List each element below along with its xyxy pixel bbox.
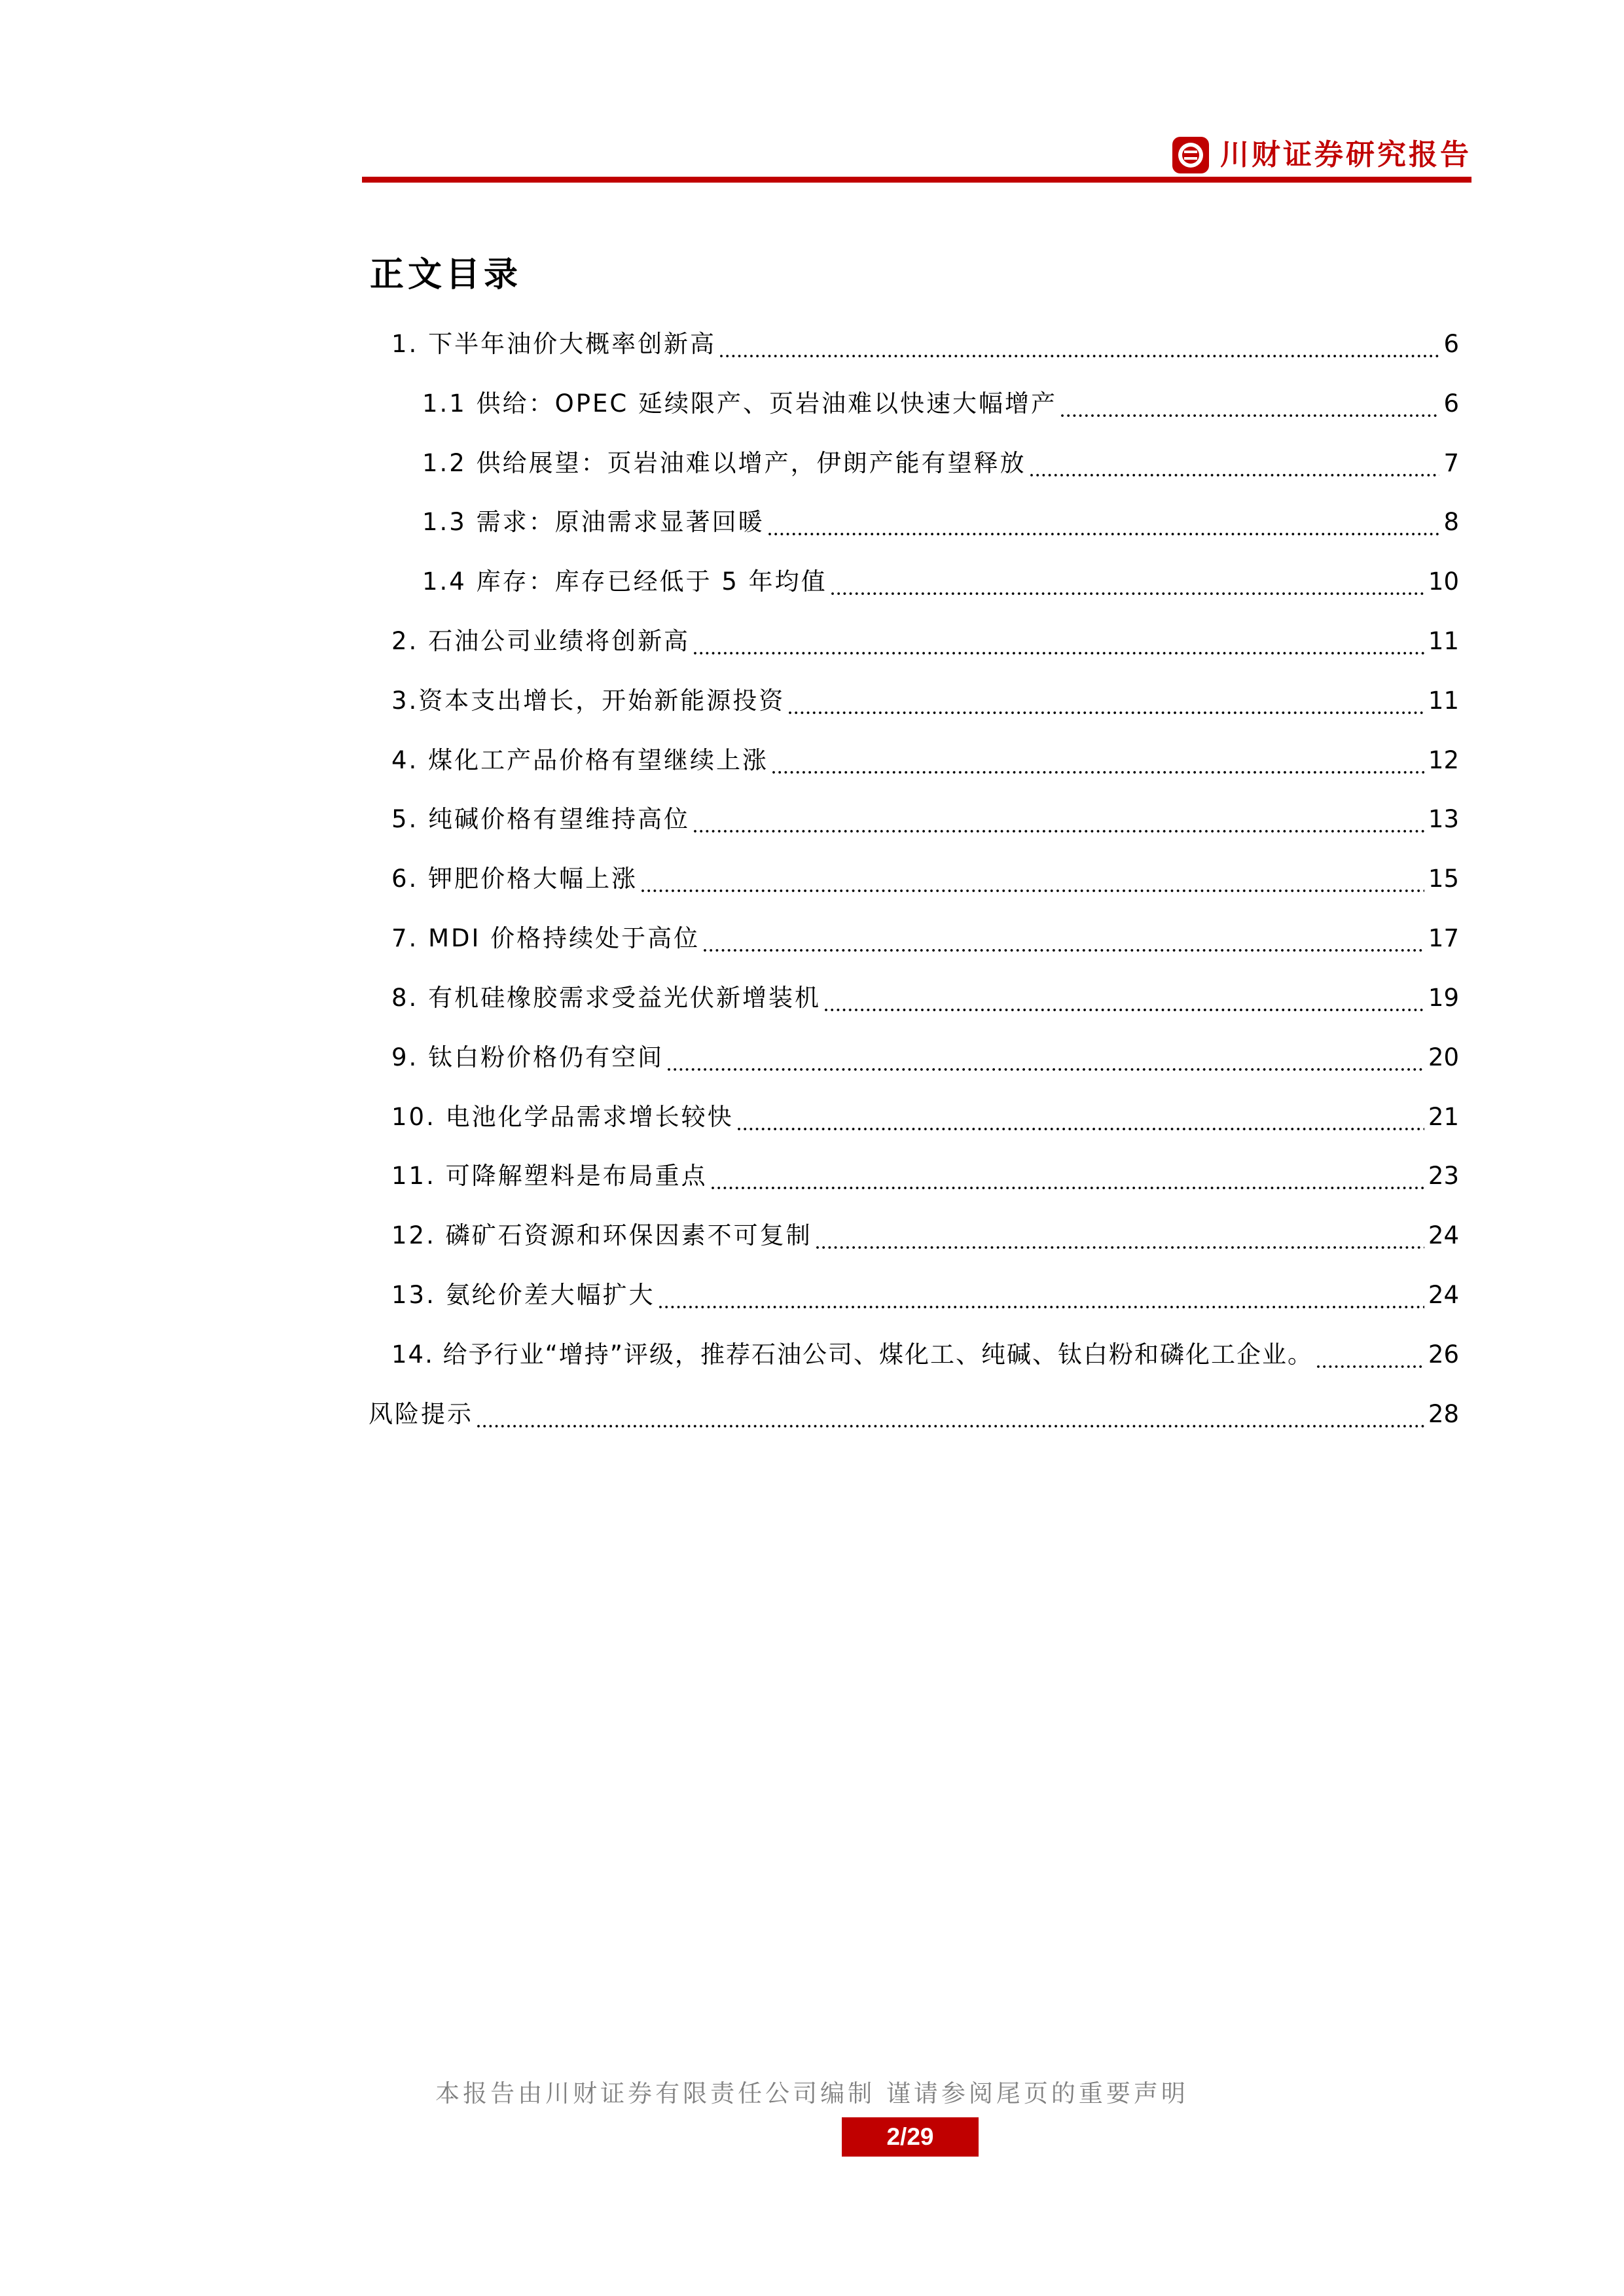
toc-entry-label: 1. 下半年油价大概率创新高	[391, 330, 717, 358]
brand-name: 川财证券研究报告	[1220, 138, 1471, 171]
toc-entry-label: 11. 可降解塑料是布局重点	[391, 1162, 708, 1190]
toc-leader-dots	[704, 919, 1424, 958]
toc-entry-page: 6	[1443, 389, 1459, 418]
toc-title: 正文目录	[370, 255, 522, 295]
header-divider	[362, 177, 1471, 183]
toc-leader-dots	[768, 503, 1440, 542]
toc-leader-dots	[789, 681, 1424, 721]
toc-leader-dots	[1030, 444, 1440, 483]
toc-entry-page: 8	[1443, 508, 1459, 536]
toc-entry[interactable]	[391, 1098, 1459, 1137]
toc-entry[interactable]	[391, 741, 1459, 780]
toc-leader-dots	[1317, 1335, 1424, 1374]
toc-entry[interactable]	[391, 919, 1459, 958]
toc-entry[interactable]	[391, 1335, 1459, 1374]
toc-leader-dots	[712, 1157, 1424, 1196]
toc-leader-dots	[694, 800, 1424, 839]
toc-entry-label: 7. MDI 价格持续处于高位	[391, 924, 700, 952]
toc-leader-dots	[668, 1038, 1424, 1077]
toc-entry[interactable]	[391, 622, 1459, 661]
toc-entry[interactable]	[391, 859, 1459, 899]
toc-entry[interactable]	[391, 325, 1459, 364]
toc-entry-page: 11	[1428, 687, 1459, 715]
toc-leader-dots	[641, 859, 1424, 899]
toc-leader-dots	[720, 325, 1439, 364]
toc-entry-page: 24	[1428, 1281, 1459, 1309]
toc-leader-dots	[694, 622, 1424, 661]
toc-entry-page: 26	[1428, 1340, 1459, 1369]
toc-entry-label: 6. 钾肥价格大幅上涨	[391, 865, 638, 893]
toc-leader-dots	[1061, 384, 1439, 423]
toc-entry[interactable]	[391, 1038, 1459, 1077]
toc-entry-label: 风险提示	[369, 1400, 473, 1428]
toc-entry-label: 8. 有机硅橡胶需求受益光伏新增装机	[391, 984, 821, 1012]
toc-entry-page: 23	[1428, 1162, 1459, 1190]
toc-leader-dots	[738, 1098, 1424, 1137]
page-number: 2/29	[842, 2117, 979, 2157]
toc-entry-label: 9. 钛白粉价格仍有空间	[391, 1043, 664, 1071]
toc-leader-dots	[831, 562, 1424, 601]
toc-entry-label: 5. 纯碱价格有望维持高位	[391, 805, 691, 833]
toc-entry-page: 19	[1428, 984, 1459, 1012]
toc-entry-page: 24	[1428, 1221, 1459, 1249]
toc-entry[interactable]	[391, 1216, 1459, 1255]
toc-entry[interactable]	[391, 978, 1459, 1018]
toc-leader-dots	[825, 978, 1424, 1018]
toc-leader-dots	[772, 741, 1424, 780]
toc-entry[interactable]	[369, 1395, 1459, 1434]
toc-entry-page: 12	[1428, 746, 1459, 774]
toc-entry-label: 14. 给予行业“增持”评级，推荐石油公司、煤化工、纯碱、钛白粉和磷化工企业。	[391, 1340, 1313, 1369]
toc-entry-page: 28	[1428, 1400, 1459, 1428]
toc-entry-page: 17	[1428, 924, 1459, 952]
toc-entry-page: 7	[1443, 449, 1459, 477]
toc-entry[interactable]	[422, 503, 1459, 542]
toc-entry-page: 15	[1428, 865, 1459, 893]
toc-entry-label: 1.3 需求：原油需求显著回暖	[422, 508, 765, 536]
toc-entry[interactable]	[422, 562, 1459, 601]
toc-entry-label: 1.4 库存：库存已经低于 5 年均值	[422, 567, 827, 596]
toc-leader-dots	[659, 1276, 1424, 1315]
toc-entry[interactable]	[422, 444, 1459, 483]
toc-entry-page: 6	[1443, 330, 1459, 358]
toc-entry-label: 10. 电池化学品需求增长较快	[391, 1103, 734, 1131]
toc-entry[interactable]	[391, 1276, 1459, 1315]
toc-entry-label: 13. 氨纶价差大幅扩大	[391, 1281, 655, 1309]
toc-entry-page: 21	[1428, 1103, 1459, 1131]
toc-leader-dots	[477, 1395, 1424, 1434]
toc-entry-page: 11	[1428, 627, 1459, 655]
toc-entry-label: 1.2 供给展望：页岩油难以增产，伊朗产能有望释放	[422, 449, 1026, 477]
toc-entry[interactable]	[391, 681, 1459, 721]
toc-entry[interactable]	[391, 800, 1459, 839]
toc-leader-dots	[816, 1216, 1424, 1255]
toc-entry-label: 2. 石油公司业绩将创新高	[391, 627, 691, 655]
brand	[1172, 136, 1471, 174]
footer-disclaimer: 本报告由川财证券有限责任公司编制 谨请参阅尾页的重要声明	[435, 2079, 1189, 2108]
toc-entry-label: 12. 磷矿石资源和环保因素不可复制	[391, 1221, 812, 1249]
toc-entry[interactable]	[422, 384, 1459, 423]
toc-entry-label: 1.1 供给：OPEC 延续限产、页岩油难以快速大幅增产	[422, 389, 1058, 418]
toc-entry-label: 4. 煤化工产品价格有望继续上涨	[391, 746, 769, 774]
toc-entry-label: 3.资本支出增长，开始新能源投资	[391, 687, 785, 715]
toc-entry-page: 20	[1428, 1043, 1459, 1071]
toc-entry[interactable]	[391, 1157, 1459, 1196]
toc-entry-page: 10	[1428, 567, 1459, 596]
chuancai-logo-icon	[1172, 136, 1210, 174]
toc-entry-page: 13	[1428, 805, 1459, 833]
